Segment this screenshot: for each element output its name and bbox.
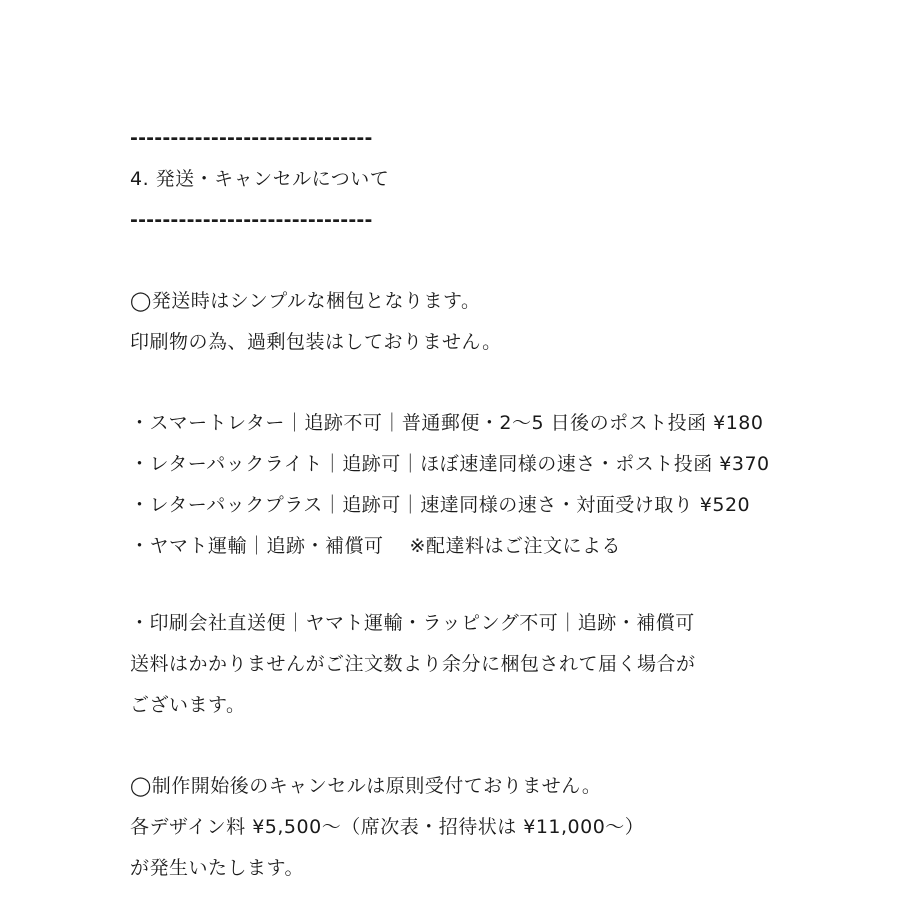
direct-shipping-note: 送料はかかりませんがご注文数より余分に梱包されて届く場合が (130, 653, 696, 675)
shipping-option-yamato: ・ヤマト運輸｜追跡・補償可 ※配達料はご注文による (130, 535, 621, 557)
shipping-option-smart-letter: ・スマートレター｜追跡不可｜普通郵便・2〜5 日後のポスト投函 ¥180 (130, 412, 764, 434)
cancellation-fee-cont: が発生いたします。 (130, 857, 304, 879)
section-heading: 4. 発送・キャンセルについて (130, 168, 390, 190)
divider-top: ------------------------------ (130, 127, 373, 149)
cancellation-policy: ◯制作開始後のキャンセルは原則受付ておりません。 (130, 775, 602, 797)
direct-shipping-option: ・印刷会社直送便｜ヤマト運輸・ラッピング不可｜追跡・補償可 (130, 612, 695, 634)
spacer (130, 567, 910, 603)
spacer (130, 241, 910, 281)
direct-shipping-note-cont: ございます。 (130, 694, 246, 716)
spacer (130, 726, 910, 766)
divider-bottom: ------------------------------ (130, 209, 373, 231)
spacer (130, 363, 910, 403)
document-body (130, 118, 910, 889)
shipping-option-letterpack-light: ・レターパックライト｜追跡可｜ほぼ速達同様の速さ・ポスト投函 ¥370 (130, 453, 770, 475)
cancellation-fee: 各デザイン料 ¥5,500〜（席次表・招待状は ¥11,000〜） (130, 816, 645, 838)
packaging-detail: 印刷物の為、過剰包装はしておりません。 (130, 331, 502, 353)
packaging-note: ◯発送時はシンプルな梱包となります。 (130, 290, 481, 312)
shipping-option-letterpack-plus: ・レターパックプラス｜追跡可｜速達同様の速さ・対面受け取り ¥520 (130, 494, 751, 516)
